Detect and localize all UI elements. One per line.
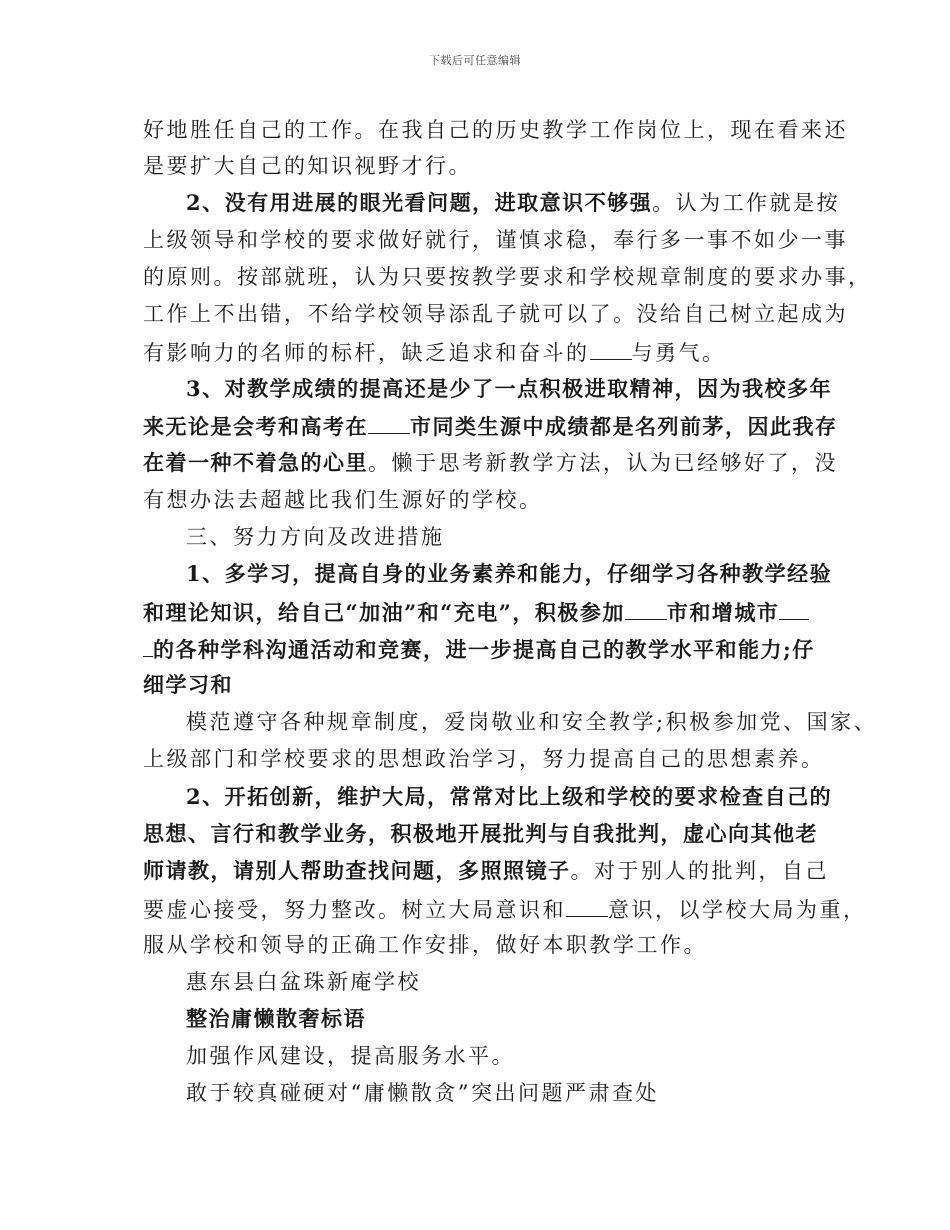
text-line	[143, 597, 809, 627]
text-line: 2、开拓创新，维护大局，常常对比上级和学校的要求检查自己的	[186, 784, 833, 809]
bold-text: 师请教，请别人帮助查找问题，多照照镜子	[143, 858, 571, 883]
text-line	[143, 337, 726, 367]
page-header: 下载后可任意编辑	[429, 54, 521, 67]
text-line: 模范遵守各种规章制度，爱岗敬业和安全教学;积极参加党、国家、	[186, 710, 878, 734]
text-line: 有想办法去超越比我们生源好的学校。	[143, 488, 543, 512]
bold-text: 市同类生源中成绩都是名列前茅，因此我存	[410, 414, 838, 439]
section-heading: 三、努力方向及改进措施	[186, 525, 445, 549]
text-line	[143, 411, 838, 441]
fill-blank	[590, 337, 632, 360]
text-line: 上级领导和学校的要求做好就行，谨慎求稳，奉行多一事不如少一事	[143, 228, 848, 252]
plain-text: 与勇气。	[631, 341, 726, 365]
text-line	[143, 634, 815, 664]
plain-text: 。对于别人的批判，自己	[570, 859, 829, 883]
text-line	[143, 449, 838, 477]
slogan-line: 敢于较真碰硬对“庸懒散贪”突出问题严肃查处	[186, 1081, 659, 1105]
bold-text: 来无论是会考和高考在	[143, 414, 368, 439]
slogan-heading: 整治庸懒散奢标语	[186, 1006, 366, 1031]
fill-blank	[368, 411, 410, 434]
plain-text: 意识，以学校大局为重，	[608, 898, 867, 922]
plain-text: 。认为工作就是按	[652, 191, 841, 215]
text-line: 好地胜任自己的工作。在我自己的历史教学工作岗位上，现在看来还	[143, 118, 848, 142]
text-line: 1、多学习，提高自身的业务素养和能力，仔细学习各种教学经验	[186, 561, 833, 586]
slogan-line: 加强作风建设，提高服务水平。	[186, 1044, 515, 1068]
text-line: 的原则。按部就班，认为只要按教学要求和学校规章制度的要求办事，	[143, 265, 872, 289]
plain-text: 有影响力的名师的标杆，缺乏追求和奋斗的	[143, 341, 590, 365]
bold-text: 2、没有用进展的眼光看问题，进取意识不够强	[186, 190, 653, 215]
bold-text: 在着一种不着急的心里	[143, 450, 368, 475]
text-line: 上级部门和学校要求的思想政治学习，努力提高自己的思想素养。	[143, 747, 825, 771]
plain-text: 。懒于思考新教学方法，认为已经够好了，没	[368, 451, 838, 475]
bold-text: 和理论知识，给自己“加油”和“充电”，积极参加	[143, 600, 625, 625]
text-line: 细学习和	[143, 672, 233, 697]
text-line	[186, 189, 840, 217]
school-name: 惠东县白盆珠新庵学校	[186, 970, 421, 994]
text-line	[143, 894, 867, 924]
text-line: 工作上不出错，不给学校领导添乱子就可以了。没给自己树立起成为	[143, 302, 848, 326]
fill-blank	[566, 894, 608, 917]
fill-blank	[779, 597, 809, 620]
fill-blank	[143, 634, 153, 657]
text-line	[143, 857, 829, 885]
text-line: 是要扩大自己的知识视野才行。	[143, 154, 472, 178]
bold-text: 市和增城市	[666, 600, 780, 625]
text-line: 服从学校和领导的正确工作安排，做好本职教学工作。	[143, 933, 707, 957]
text-line: 3、对教学成绩的提高还是少了一点积极进取精神，因为我校多年	[186, 376, 833, 401]
plain-text: 要虚心接受，努力整改。树立大局意识和	[143, 898, 566, 922]
fill-blank	[625, 597, 667, 620]
bold-text: 的各种学科沟通活动和竞赛，进一步提高自己的教学水平和能力;仔	[153, 637, 815, 662]
text-line: 思想、言行和教学业务，积极地开展批判与自我批判，虚心向其他老	[143, 821, 818, 846]
